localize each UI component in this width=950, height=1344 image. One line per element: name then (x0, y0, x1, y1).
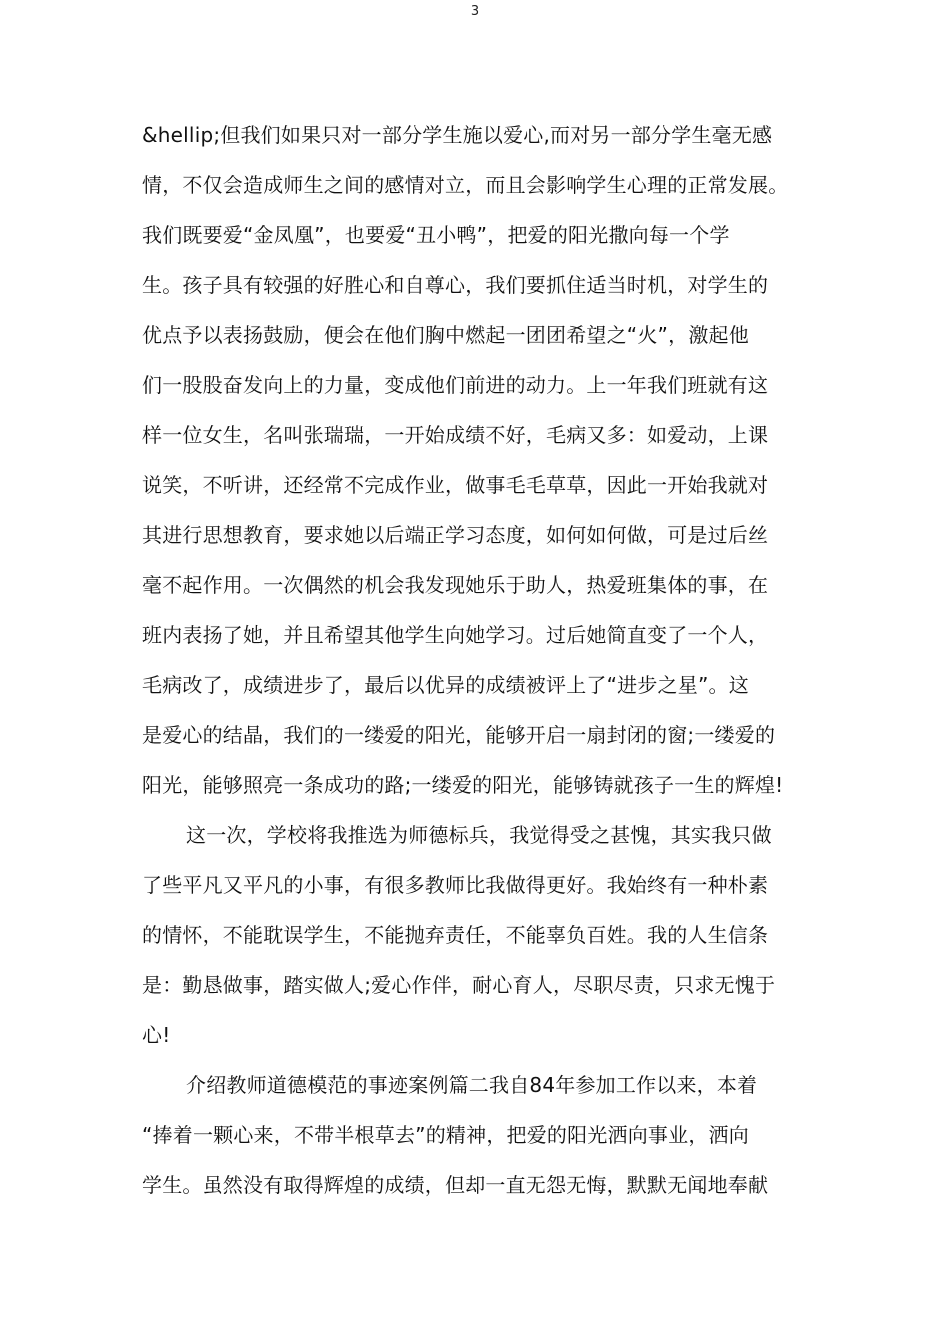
text-line: “捧着一颗心来，不带半根草去”的精神，把爱的阳光洒向事业，洒向 (142, 1123, 749, 1147)
text-line: 毛病改了，成绩进步了，最后以优异的成绩被评上了“进步之星”。这 (142, 673, 749, 697)
text-line: &hellip;但我们如果只对一部分学生施以爱心,而对另一部分学生毫无感 (142, 123, 773, 147)
text-line: 心! (142, 1023, 171, 1047)
text-line: 我们既要爱“金凤凰”，也要爱“丑小鸭”，把爱的阳光撒向每一个学 (142, 223, 730, 247)
text-line: 样一位女生，名叫张瑞瑞，一开始成绩不好，毛病又多：如爱动，上课 (142, 423, 769, 447)
text-line: 说笑，不听讲，还经常不完成作业，做事毛毛草草，因此一开始我就对 (142, 473, 769, 497)
text-line: 们一股股奋发向上的力量，变成他们前进的动力。上一年我们班就有这 (142, 373, 769, 397)
text-line: 阳光，能够照亮一条成功的路;一缕爱的阳光，能够铸就孩子一生的辉煌! (142, 773, 784, 797)
text-line: 学生。虽然没有取得辉煌的成绩，但却一直无怨无悔，默默无闻地奉献 (142, 1173, 769, 1197)
text-line: 是：勤恳做事，踏实做人;爱心作伴，耐心育人，尽职尽责，只求无愧于 (142, 973, 776, 997)
text-line: 优点予以表扬鼓励，便会在他们胸中燃起一团团希望之“火”，激起他 (142, 323, 749, 347)
text-line: 班内表扬了她，并且希望其他学生向她学习。过后她简直变了一个人， (142, 623, 769, 647)
text-line: 毫不起作用。一次偶然的机会我发现她乐于助人，热爱班集体的事，在 (142, 573, 769, 597)
text-line: 是爱心的结晶，我们的一缕爱的阳光，能够开启一扇封闭的窗;一缕爱的 (142, 723, 776, 747)
text-line: 了些平凡又平凡的小事，有很多教师比我做得更好。我始终有一种朴素 (142, 873, 769, 897)
document-body (142, 110, 832, 1210)
text-line: 这一次，学校将我推选为师德标兵，我觉得受之甚愧，其实我只做 (186, 823, 772, 847)
text-line: 情，不仅会造成师生之间的感情对立，而且会影响学生心理的正常发展。 (142, 173, 789, 197)
page-number: 3 (470, 4, 480, 19)
text-line: 介绍教师道德模范的事迹案例篇二我自84年参加工作以来，本着 (186, 1073, 758, 1097)
text-line: 的情怀，不能耽误学生，不能抛弃责任，不能辜负百姓。我的人生信条 (142, 923, 769, 947)
text-line: 生。孩子具有较强的好胜心和自尊心，我们要抓住适当时机，对学生的 (142, 273, 769, 297)
text-line: 其进行思想教育，要求她以后端正学习态度，如何如何做，可是过后丝 (142, 523, 769, 547)
